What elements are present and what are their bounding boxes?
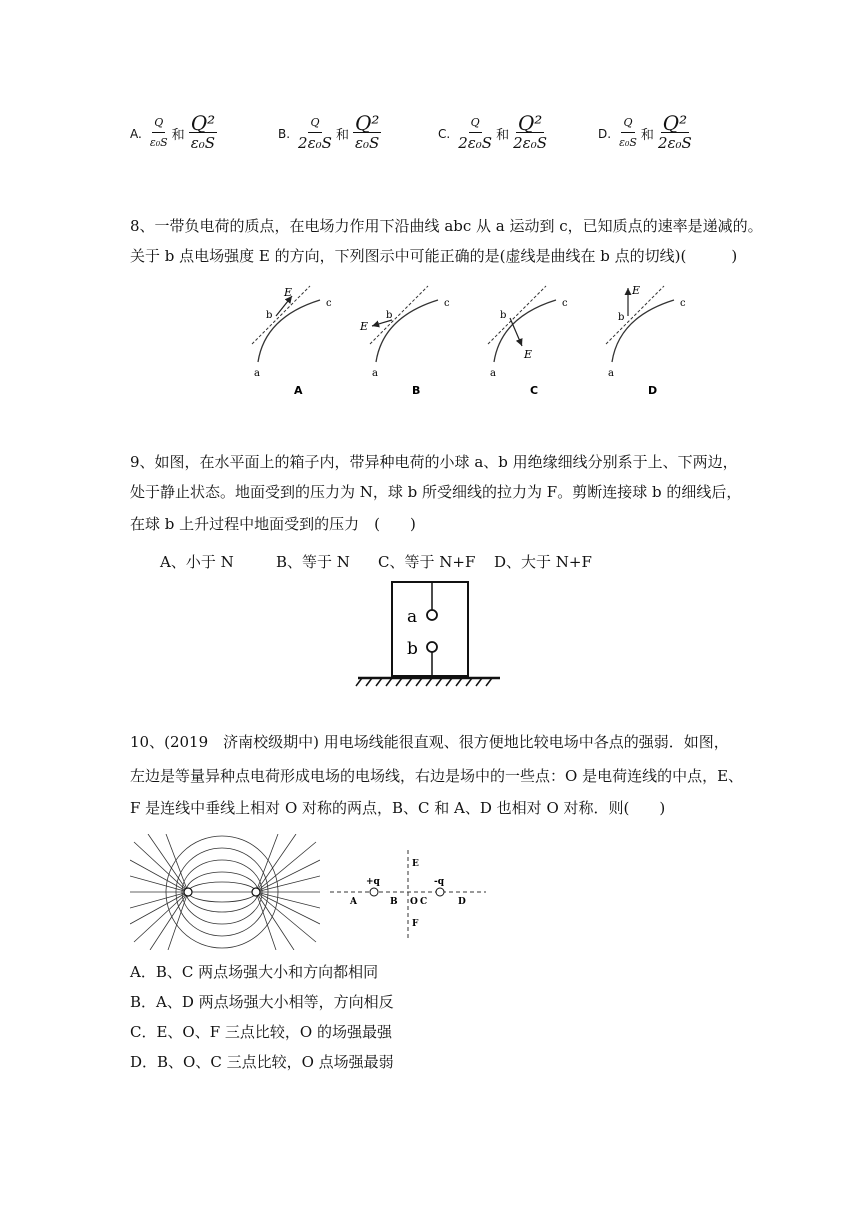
point-a-label: A — [350, 897, 357, 907]
numerator: Q² — [662, 111, 688, 135]
point-label: b — [500, 310, 507, 321]
q9-option-a: A、小于 N — [160, 553, 234, 571]
point-label: a — [254, 368, 260, 379]
q10-line-2: 左边是等量异种点电荷形成电场的电场线，右边是场中的一些点：O 是电荷连线的中点，E、 — [130, 767, 744, 785]
q7-option-a — [130, 111, 217, 153]
q10-line-1: 10、(2019 济南校级期中) 用电场线能很直观、很方便地比较电场中各点的强弱．如图， — [130, 733, 729, 751]
q8-line-2: 关于 b 点电场强度 E 的方向，下列图示中可能正确的是(虚线是曲线在 b 点的切线)( ) — [130, 247, 738, 265]
q10-line-3: F 是连线中垂线上相对 O 对称的两点，B、C 和 A、D 也相对 O 对称．则( ) — [130, 799, 666, 817]
minus-q-label: -q — [434, 877, 445, 887]
numerator: Q — [621, 114, 634, 133]
ball-b — [427, 642, 437, 652]
numerator: Q — [152, 114, 165, 133]
field-label: E — [632, 284, 641, 297]
point-c-label: C — [420, 897, 428, 907]
q9-line-1: 9、如图，在水平面上的箱子内，带异种电荷的小球 a、b 用绝缘细线分别系于上、下两边， — [130, 453, 738, 471]
fraction — [657, 111, 692, 153]
numerator: Q — [469, 114, 482, 133]
figure-caption: C — [530, 384, 539, 397]
q8-figure-d — [606, 284, 686, 397]
option-label: A. — [130, 126, 142, 141]
numerator: Q² — [517, 111, 543, 135]
q10-option-a: A．B、C 两点场强大小和方向都相同 — [130, 963, 379, 981]
q10-option-b: B．A、D 两点场强大小相等，方向相反 — [130, 993, 394, 1011]
point-label: c — [444, 298, 450, 309]
and-text: 和 — [640, 128, 654, 143]
denominator: 2ε₀S — [298, 134, 332, 152]
point-label: b — [266, 310, 273, 321]
fraction — [619, 114, 637, 153]
fraction — [150, 114, 168, 153]
fraction — [189, 111, 217, 153]
q8-figure-b — [359, 286, 450, 397]
point-label: b — [386, 310, 393, 321]
figure-caption: D — [648, 384, 658, 397]
q9-option-b: B、等于 N — [276, 553, 350, 571]
point-e-label: E — [412, 859, 419, 869]
point-d-label: D — [458, 897, 466, 907]
point-label: b — [618, 312, 625, 323]
denominator: ε₀S — [190, 134, 216, 152]
plus-q-charge — [370, 888, 378, 896]
point-label: a — [372, 368, 378, 379]
q8-figures — [240, 282, 710, 404]
denominator: 2ε₀S — [657, 134, 692, 152]
q7-option-d — [598, 111, 692, 153]
q8-figure-c — [488, 286, 568, 397]
field-label: E — [284, 286, 293, 299]
q9-box-figure — [352, 580, 502, 690]
positive-charge — [184, 888, 192, 896]
ball-a — [427, 610, 437, 620]
field-points-diagram — [330, 850, 490, 942]
q7-options — [130, 111, 750, 174]
option-label: C. — [438, 126, 451, 141]
fraction — [458, 114, 492, 153]
ball-a-label: a — [407, 607, 418, 627]
figure-caption: B — [412, 384, 421, 397]
ball-b-label: b — [407, 639, 418, 659]
q9-line-2: 处于静止状态。地面受到的压力为 N，球 b 所受细线的拉力为 F。剪断连接球 b 的细线后， — [130, 483, 742, 501]
minus-q-charge — [436, 888, 444, 896]
point-label: a — [608, 368, 614, 379]
figure-caption: A — [294, 384, 303, 397]
point-o-label: O — [410, 897, 418, 907]
q9-option-d: D、大于 N+F — [494, 553, 592, 571]
point-f-label: F — [412, 919, 419, 929]
option-label: B. — [278, 126, 291, 141]
q10-option-d: D．B、O、C 三点比较，O 点场强最弱 — [130, 1053, 394, 1071]
q10-option-c: C．E、O、F 三点比较，O 的场强最强 — [130, 1023, 392, 1041]
point-label: c — [562, 298, 568, 309]
fraction — [353, 111, 381, 153]
option-label: D. — [598, 126, 612, 141]
numerator: Q² — [190, 111, 216, 135]
denominator: 2ε₀S — [513, 134, 547, 152]
numerator: Q — [308, 114, 321, 133]
q9-option-c: C、等于 N+F — [378, 553, 476, 571]
and-text: 和 — [335, 128, 349, 143]
q8-figure-a — [252, 286, 332, 397]
q7-option-b — [278, 111, 381, 153]
point-label: a — [490, 368, 496, 379]
fraction — [513, 111, 547, 153]
denominator: 2ε₀S — [458, 134, 493, 152]
denominator: ε₀S — [354, 134, 380, 152]
point-b-label: B — [390, 897, 398, 907]
and-text: 和 — [496, 128, 510, 143]
point-label: c — [680, 298, 686, 309]
fraction — [298, 114, 332, 153]
and-text: 和 — [171, 128, 185, 143]
field-label: E — [360, 320, 369, 333]
q7-option-c — [438, 111, 547, 153]
point-label: c — [326, 298, 332, 309]
q9-line-3: 在球 b 上升过程中地面受到的压力 ( ) — [130, 515, 416, 533]
field-label: E — [524, 348, 533, 361]
numerator: Q² — [354, 111, 380, 135]
denominator: ε₀S — [619, 136, 637, 149]
plus-q-label: +q — [366, 877, 380, 887]
q8-line-1: 8、一带负电荷的质点，在电场力作用下沿曲线 abc 从 a 运动到 c，已知质点的速率是递减的。 — [130, 217, 763, 235]
denominator: ε₀S — [149, 136, 168, 149]
dipole-field-lines — [130, 834, 320, 950]
negative-charge — [252, 888, 260, 896]
